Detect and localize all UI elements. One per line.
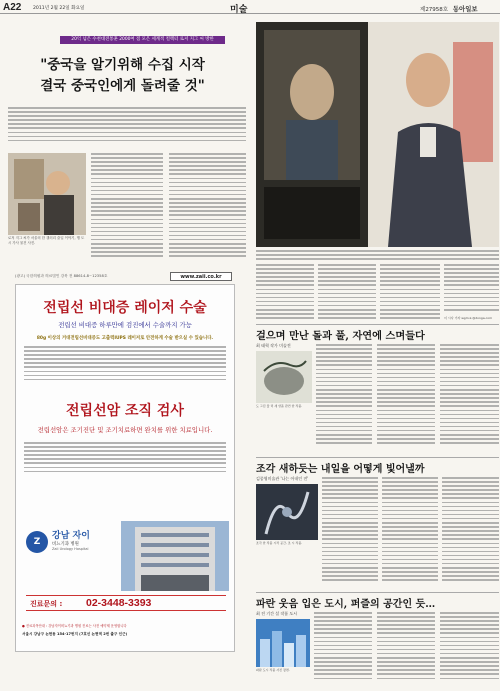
hospital-logo-icon: Z	[26, 531, 48, 553]
ad-subhead-biopsy: 전립선암은 조기진단 및 조기치료하면 완치를 위한 치료입니다.	[37, 426, 213, 434]
section-title: 미술	[230, 5, 248, 15]
article4-title: 파란 웃음 입은 도시, 퍼즐의 공간인 듯…	[256, 599, 436, 610]
page-header	[0, 0, 500, 14]
photo-caption: 로저 지그 씨가 서울의 한 갤러리 출입 이야기, 행 도시 가사 물건 사진.	[8, 236, 85, 245]
issue-date: 2011년 2월 22일 화요일	[33, 6, 85, 11]
artwork-illustration	[256, 22, 368, 247]
blue-city-illustration	[256, 619, 310, 667]
article4-column-1	[314, 612, 372, 684]
portrait-illustration	[8, 153, 86, 235]
article3-caption: 조각 한 작품 시작 공간, 조 시 작품.	[256, 541, 303, 545]
article-column-5	[380, 264, 440, 322]
publication-info	[420, 4, 478, 13]
newspaper-name: 동아일보	[452, 5, 478, 13]
ad-header	[0, 272, 247, 284]
article-intro-text	[8, 107, 246, 147]
hospital-subname: 비뇨기과 병원	[52, 542, 79, 547]
article-column-2	[169, 153, 246, 263]
article-kicker: 20억 넘은 수천대전통훈 2000여 점 모은 세계적 컬렉터 로저 지그 씨 방한	[60, 36, 225, 44]
hospital-name: 강남 자이	[52, 531, 90, 541]
article2-column-2	[377, 344, 435, 454]
advertisement	[15, 284, 235, 652]
page-number: A22	[3, 2, 22, 13]
phone-label: 진료문의 :	[30, 600, 63, 608]
article2-column-1	[316, 344, 372, 454]
article4-caption: 파란 도시 작품 사진 장면.	[256, 668, 290, 672]
article3-title: 조각 새하듯는 내일을 어떻게 빛어낼까	[256, 464, 425, 475]
section-divider	[256, 324, 499, 325]
article-column-3	[256, 264, 314, 322]
building-illustration	[121, 521, 229, 591]
article-column-6	[444, 264, 499, 316]
section-divider	[256, 457, 499, 458]
article3-column-3	[442, 477, 499, 589]
hospital-english-name: Zaii Urology Hospital	[52, 547, 89, 551]
ad-license-text: (광고) 국한의원과 의료법인 강북 전 88614-8~12358호	[15, 274, 108, 278]
article2-title: 걸으며 만난 돌과 풀, 자연에 스며들다	[256, 330, 425, 342]
section-divider	[256, 592, 499, 593]
collector-photo	[368, 22, 499, 247]
article3-column-1	[322, 477, 378, 589]
ad-footer-2: 서울시 강남구 논현동 154-17번지 (7호선 논현역 2번 출구 인근)	[22, 632, 128, 636]
ad-subhead-laser: 전립선 비대증 하루만에 검진에서 수술까지 가능	[58, 321, 192, 329]
article3-author: 김종영미술관 '나는 아내인 전'	[256, 476, 309, 481]
collector-illustration	[368, 22, 499, 247]
article2-author: 최 태혁 작가 미술전	[256, 343, 291, 348]
hospital-logo	[26, 525, 121, 575]
ad-headline-biopsy: 전립선암 조직 검사	[66, 403, 184, 419]
article3-column-2	[382, 477, 438, 589]
article2-photo	[256, 351, 312, 403]
headline-line-2: 결국 중국인에게 돌려줄 것"	[40, 78, 205, 94]
article4-author: 최 전 기간 설 작품 도시	[256, 611, 298, 616]
ad-gold-line: 80g 이상의 거대전립선비대증도 고출력IUPS 레이저로 안전하게 수술 받으실 수 있습니다.	[36, 336, 214, 341]
article4-photo	[256, 619, 310, 667]
article2-column-3	[440, 344, 499, 454]
ad-body-text-2	[24, 442, 226, 480]
phone-box	[26, 595, 226, 611]
article-column-4	[318, 264, 376, 322]
article4-column-3	[440, 612, 499, 684]
artwork-photo	[256, 22, 368, 247]
sculpture-illustration	[256, 484, 318, 540]
headline-line-1: "중국을 알기위해 수집 시작	[40, 57, 205, 73]
hospital-building-photo	[121, 521, 229, 591]
stone-artwork-illustration	[256, 351, 312, 403]
article3-photo	[256, 484, 318, 540]
photo-caption-long	[256, 250, 499, 262]
article-column-1	[91, 153, 163, 263]
article-headline	[5, 55, 240, 97]
article-photo-small	[8, 153, 86, 235]
ad-website[interactable]: www.zaii.co.kr	[170, 272, 232, 281]
ad-footer-1: ● 진료과목안내 : 강남자이비뇨기과 병원 진료는 사전 예약제 운영합니다	[22, 624, 127, 628]
ad-headline-laser: 전립선 비대증 레이저 수술	[43, 300, 207, 316]
article4-column-2	[377, 612, 435, 684]
issue-number: 제27958호	[420, 7, 449, 13]
ad-body-text-1	[24, 346, 226, 386]
phone-number[interactable]: 02-3448-3393	[86, 597, 152, 609]
article1-byline: 이 시사 기자 wgm.k.@donga.com	[444, 316, 493, 320]
article2-caption: 도 그림 물 리 새 상품 관련 한 작품.	[256, 404, 303, 408]
